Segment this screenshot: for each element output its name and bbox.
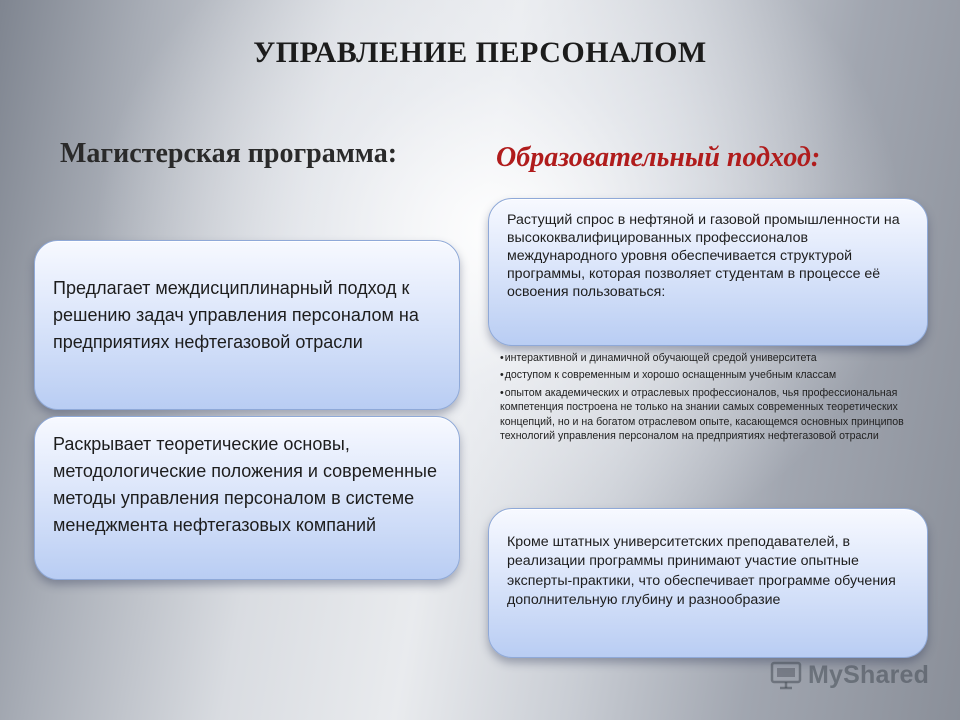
bullet-item: • доступом к современным и хорошо оснащенным учебным классам <box>500 368 930 382</box>
theoretical-foundations-box: Раскрывает теоретические основы, методологические положения и современные методы управления персоналом в системе менеджмента нефтегазовых компаний <box>34 416 460 580</box>
practitioners-box: Кроме штатных университетских преподавателей, в реализации программы принимают участие опытные эксперты-практики, что обеспечивает программе обучения дополнительную глубину и разнообразие <box>488 508 928 658</box>
right-heading: Образовательный подход: <box>496 142 821 173</box>
slide-title: УПРАВЛЕНИЕ ПЕРСОНАЛОМ <box>253 36 707 69</box>
interdisciplinary-approach-box: Предлагает междисциплинарный подход к решению задач управления персоналом на предприятиях нефтегазовой отрасли <box>34 240 460 410</box>
left-heading: Магистерская программа: <box>60 138 398 169</box>
projector-icon <box>770 659 802 691</box>
industry-demand-box: Растущий спрос в нефтяной и газовой промышленности на высококвалифицированных профессионалов международного уровня обеспечивается структурой программы, которая позволяет студентам в процессе её освоения пользоваться: <box>488 198 928 346</box>
approach-bullet-list <box>500 351 930 446</box>
bullet-item: • опытом академических и отраслевых профессионалов, чья профессиональная компетенция построена не только на знании самых современных теоретических концепций, но и на богатом отраслевом опыте, касающемся основных принципов технологий управления персоналом на предприятиях нефтегазовой отрасли <box>500 386 930 444</box>
watermark <box>770 657 929 693</box>
bullet-item: • интерактивной и динамичной обучающей средой университета <box>500 351 930 365</box>
watermark-text: MyShared <box>808 660 930 689</box>
